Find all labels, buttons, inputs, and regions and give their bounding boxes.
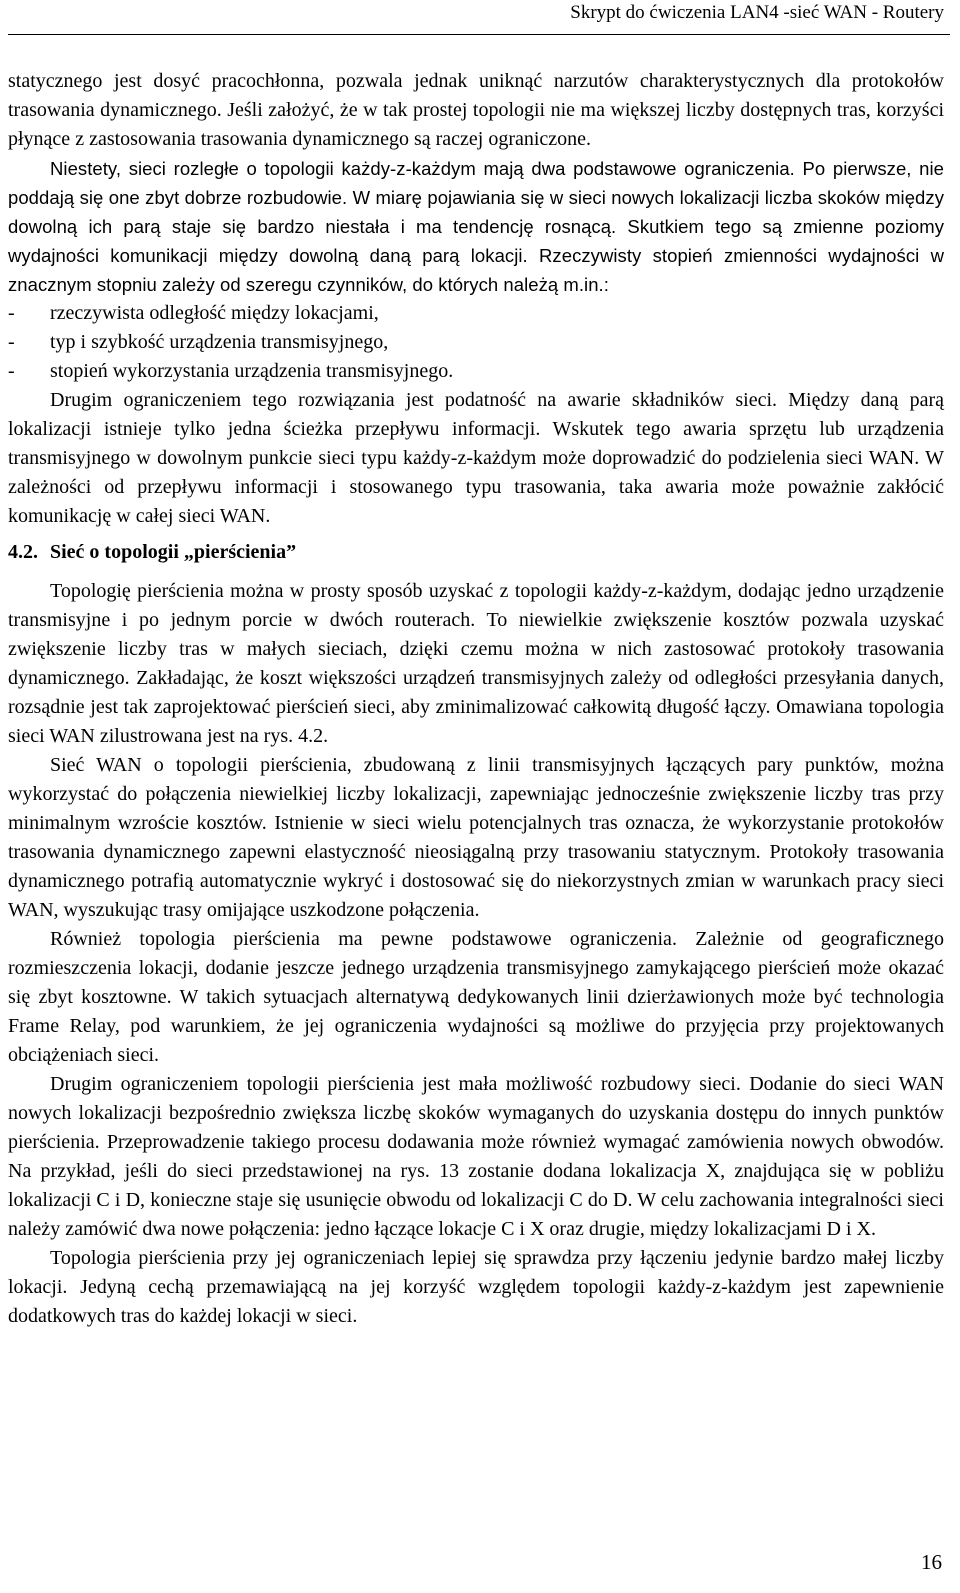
paragraph: Topologia pierścienia przy jej ograniczeniach lepiej się sprawdza przy łączeniu jedynie bardzo małej liczby lokacji. Jedyną cechą przemawiającą na jej korzyść względem topologii każdy-z-każdym jest zapewnienie dodatkowych tras do każdej lokacji w sieci. — [8, 1247, 944, 1327]
list-item — [8, 357, 944, 386]
paragraph-second-limitation: Drugim ograniczeniem tego rozwiązania jest podatność na awarie składników sieci. Między daną parą lokalizacji istnieje tylko jedna ścieżka przepływu informacji. Wskutek tego awaria sprzętu lub urządzenia transmisyjnego w dowolnym punkcie sieci typu każdy-z-każdym może doprowadzić do podzielenia sieci WAN. W zależności od przepływu informacji i stosowanego typu trasowania, taka awaria może poważnie zakłócić komunikację w całej sieci WAN. — [8, 389, 944, 527]
paragraph: Drugim ograniczeniem topologii pierścienia jest mała możliwość rozbudowy sieci. Dodanie do sieci WAN nowych lokalizacji bezpośrednio zwiększa liczbę skoków wymaganych do uzyskania dostępu do innych punktów pierścienia. Przeprowadzenie takiego procesu dodawania może również wymagać zamówienia nowych obwodów. Na przykład, jeśli do sieci przedstawionej na rys. 13 zostanie dodana lokalizacja X, znajdująca się w pobliżu lokalizacji C i D, konieczne staje się usunięcie obwodu od lokalizacji C do D. W celu zachowania integralności sieci należy zamówić dwa nowe połączenia: jedno łączące lokacje C i X oraz drugie, między lokalizacjami D i X. — [8, 1073, 944, 1240]
section-heading — [8, 537, 944, 567]
paragraph-continuation: statycznego jest dosyć pracochłonna, pozwala jednak uniknąć narzutów charakterystycznych dla protokołów trasowania dynamicznego. Jeśli założyć, że w tak prostej topologii nie ma większej liczby dostępnych tras, korzyści płynące z zastosowania trasowania dynamicznego są raczej ograniczone. — [8, 70, 944, 150]
list-marker: - — [8, 302, 15, 324]
running-header: Skrypt do ćwiczenia LAN4 -sieć WAN - Routery — [570, 2, 944, 23]
section-number: 4.2. — [8, 541, 38, 563]
paragraph: Sieć WAN o topologii pierścienia, zbudowaną z linii transmisyjnych łączących pary punktów, można wykorzystać do połączenia niewielkiej liczby lokalizacji, zapewniając jednocześnie zwiększenie liczby tras przy minimalnym wzroście kosztów. Istnienie w sieci wielu potencjalnych tras oznacza, że wykorzystanie protokołów trasowania dynamicznego zapewni elastyczność nieosiągalną przy trasowaniu statycznym. Protokoły trasowania dynamicznego potrafią automatycznie wykryć i dostosować się do niekorzystnych zmian w warunkach pracy sieci WAN, wyszukując trasy omijające uszkodzone połączenia. — [8, 754, 944, 921]
header-rule — [8, 34, 950, 35]
factors-list — [8, 299, 944, 386]
list-item-text: rzeczywista odległość między lokacjami, — [50, 302, 379, 324]
section-title: Sieć o topologii „pierścienia” — [50, 541, 297, 563]
list-marker: - — [8, 331, 15, 353]
paragraph: Topologię pierścienia można w prosty sposób uzyskać z topologii każdy-z-każdym, dodając jedno urządzenie transmisyjne i po jednym porcie w dwóch routerach. To niewielkie zwiększenie kosztów pozwala uzyskać zwiększenie liczby tras w małych sieciach, dzięki czemu można w nich zastosować protokoły trasowania dynamicznego. Zakładając, że koszt większości urządzeń transmisyjnych zależy od odległości przesyłania danych, rozsądnie jest tak zaprojektować pierścień sieci, aby zminimalizować całkowitą długość łączy. Omawiana topologia sieci WAN zilustrowana jest na rys. 4.2. — [8, 580, 944, 747]
list-item — [8, 299, 944, 328]
page-number: 16 — [921, 1550, 942, 1574]
paragraph: Również topologia pierścienia ma pewne podstawowe ograniczenia. Zależnie od geograficznego rozmieszczenia lokacji, dodanie jeszcze jednego urządzenia transmisyjnego zamykającego pierścień może okazać się zbyt kosztowne. W takich sytuacjach alternatywą dedykowanych linii dzierżawionych może być technologia Frame Relay, pod warunkiem, że jej ograniczenia wydajności są możliwe do przyjęcia przy projektowanych obciążeniach sieci. — [8, 928, 944, 1066]
list-marker: - — [8, 360, 15, 382]
list-item-text: stopień wykorzystania urządzenia transmisyjnego. — [50, 360, 454, 382]
list-item — [8, 328, 944, 357]
list-item-text: typ i szybkość urządzenia transmisyjnego, — [50, 331, 389, 353]
page-content — [8, 67, 944, 1331]
paragraph-limitations: Niestety, sieci rozległe o topologii każdy-z-każdym mają dwa podstawowe ograniczenia. Po pierwsze, nie poddają się one zbyt dobrze rozbudowie. W miarę pojawiania się w sieci nowych lokalizacji liczba skoków między dowolną ich parą staje się bardzo niestała i ma tendencję rosnącą. Skutkiem tego są zmienne poziomy wydajności komunikacji między dowolną daną parą lokacji. Rzeczywisty stopień zmienności wydajności w znacznym stopniu zależy od szeregu czynników, do których należą m.in.: — [8, 158, 944, 295]
